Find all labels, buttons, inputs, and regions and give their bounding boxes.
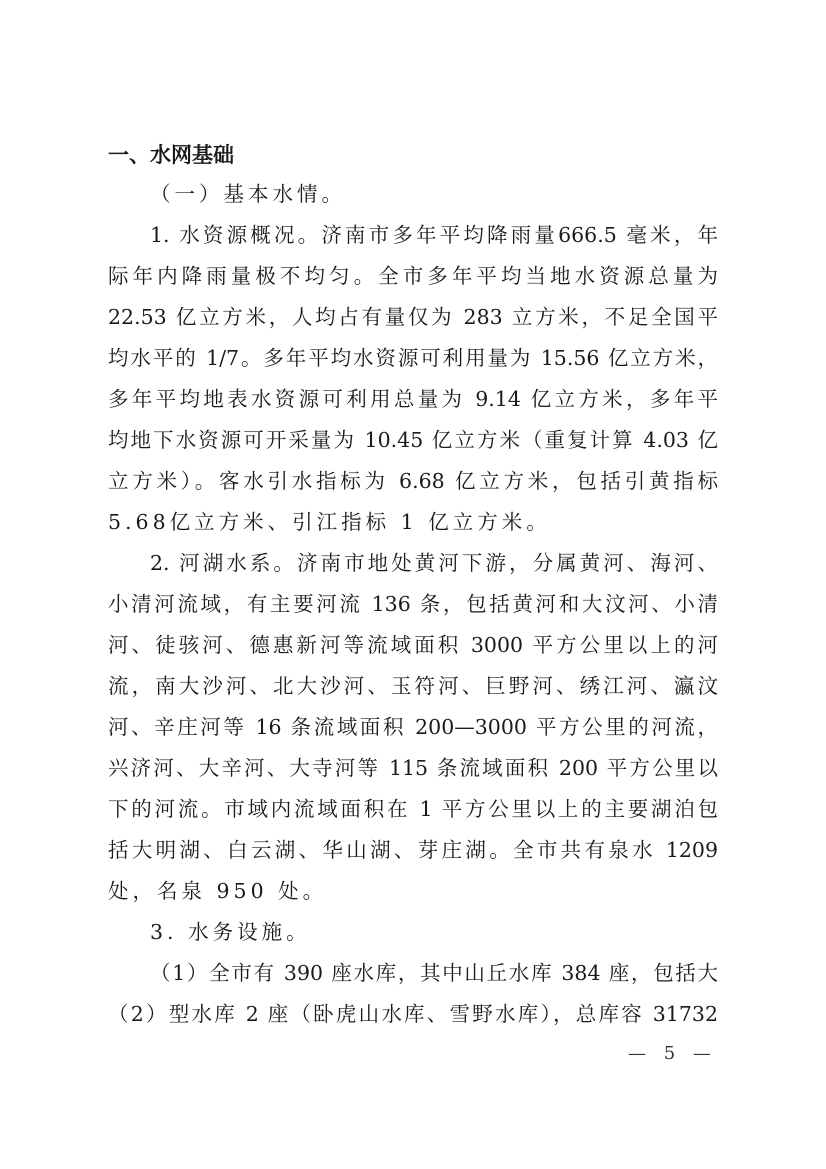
- paragraph-line: 均地下水资源可开采量为 10.45 亿立方米（重复计算 4.03 亿: [108, 428, 718, 452]
- paragraph-line: 均水平的 1/7。多年平均水资源可利用量为 15.56 亿立方米，: [108, 346, 718, 370]
- document-body: [108, 136, 718, 1035]
- paragraph-line: 3. 水务设施。: [150, 920, 311, 944]
- subsection-heading: （一）基本水情。: [150, 182, 346, 206]
- paragraph: [108, 215, 718, 543]
- paragraph-line: 下的河流。市域内流域面积在 1 平方公里以上的主要湖泊包: [108, 797, 718, 821]
- paragraph: [108, 912, 718, 953]
- paragraph-line: 际年内降雨量极不均匀。全市多年平均当地水资源总量为: [108, 264, 718, 288]
- paragraph-line: 河、徒骇河、德惠新河等流域面积 3000 平方公里以上的河: [108, 633, 718, 657]
- paragraph: [108, 543, 718, 912]
- paragraph-line: 兴济河、大辛河、大寺河等 115 条流域面积 200 平方公里以: [108, 756, 718, 780]
- paragraph-line: （2）型水库 2 座（卧虎山水库、雪野水库），总库容 31732: [108, 1002, 718, 1026]
- paragraph-line: 5.68亿立方米、引江指标 1 亿立方米。: [108, 510, 551, 534]
- paragraph-line: 1. 水资源概况。济南市多年平均降雨量666.5 毫米，年: [150, 223, 718, 247]
- paragraph: [108, 953, 718, 1035]
- section-heading: 一、水网基础: [108, 143, 234, 167]
- paragraphs: [108, 215, 718, 1035]
- paragraph-line: 多年平均地表水资源可利用总量为 9.14 亿立方米，多年平: [108, 387, 718, 411]
- paragraph-line: 2. 河湖水系。济南市地处黄河下游，分属黄河、海河、: [150, 551, 718, 575]
- page-number: — 5 —: [628, 1043, 717, 1064]
- paragraph-line: 河、辛庄河等 16 条流域面积 200—3000 平方公里的河流，: [108, 715, 718, 739]
- paragraph-line: （1）全市有 390 座水库，其中山丘水库 384 座，包括大: [150, 961, 718, 985]
- paragraph-line: 括大明湖、白云湖、华山湖、芽庄湖。全市共有泉水 1209: [108, 838, 718, 862]
- paragraph-line: 22.53 亿立方米，人均占有量仅为 283 立方米，不足全国平: [108, 305, 718, 329]
- paragraph-line: 立方米）。客水引水指标为 6.68 亿立方米，包括引黄指标: [108, 469, 718, 493]
- paragraph-line: 小清河流域，有主要河流 136 条，包括黄河和大汶河、小清: [108, 592, 718, 616]
- paragraph-line: 处，名泉 950 处。: [108, 879, 328, 903]
- paragraph-line: 流，南大沙河、北大沙河、玉符河、巨野河、绣江河、瀛汶: [108, 674, 718, 698]
